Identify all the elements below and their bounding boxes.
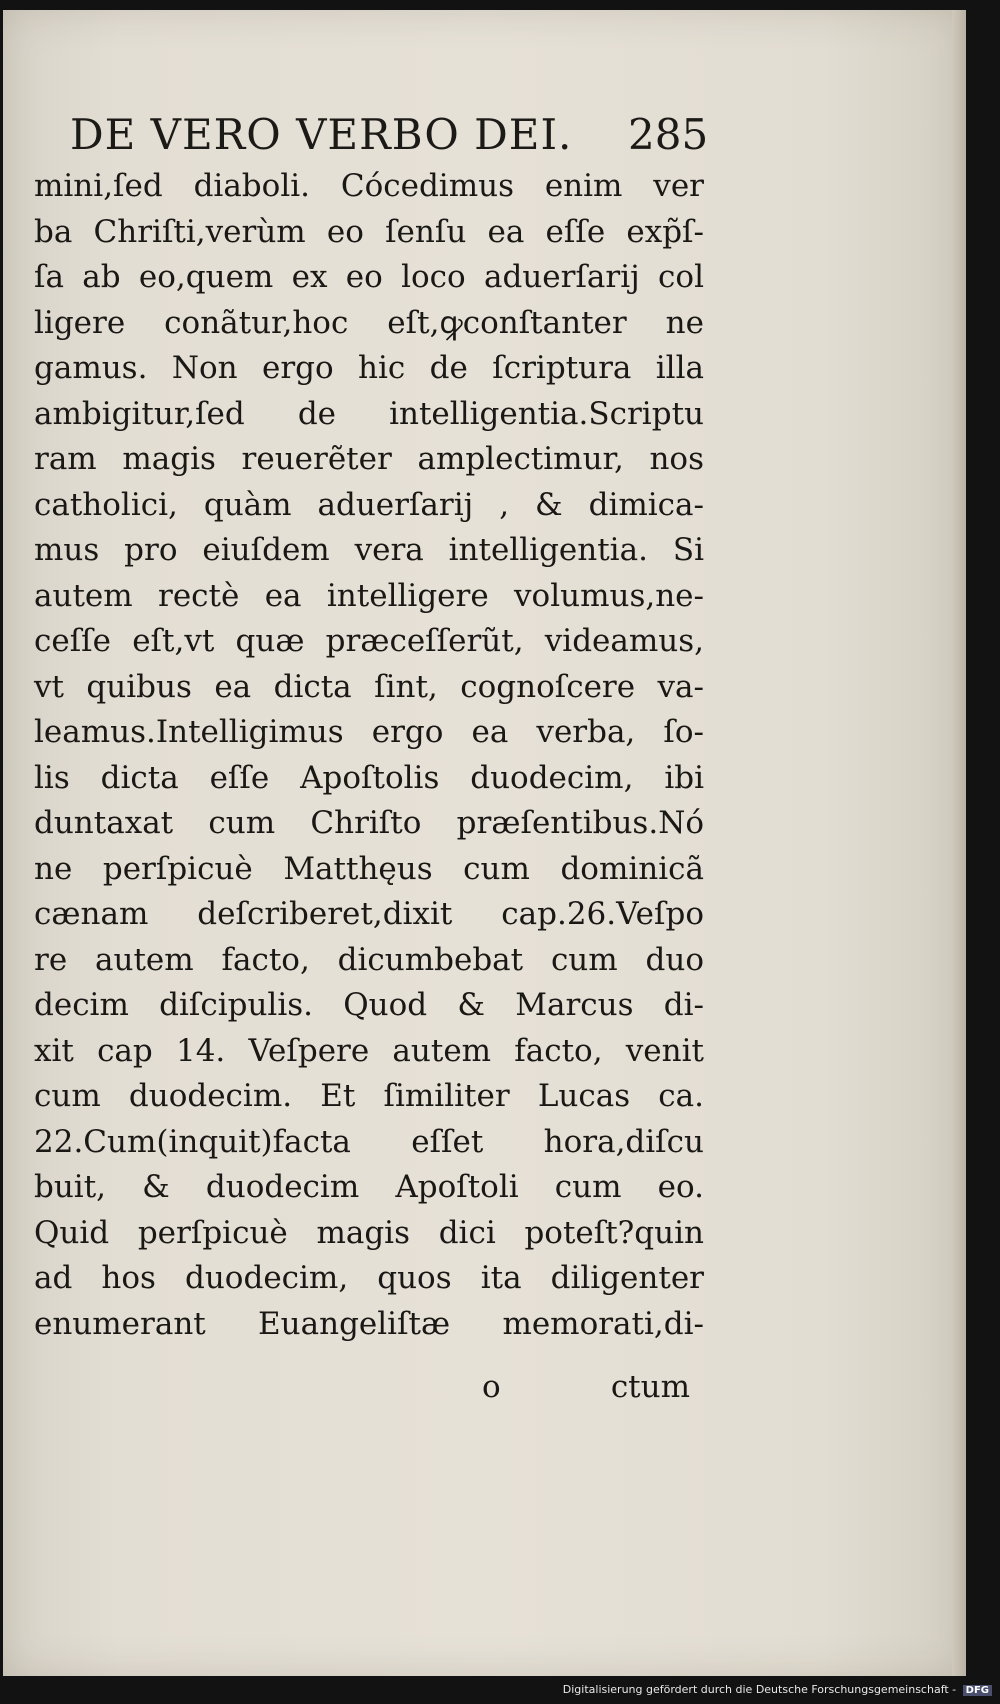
- text-line: vt quibus ea dicta ſint, cognoſcere va-: [34, 668, 704, 705]
- text-line: duntaxat cum Chriſto præſentibus.Nó: [34, 805, 704, 841]
- text-line: ambigitur,ſed de intelligentia.Scriptu: [34, 395, 704, 432]
- page-number: 285: [628, 110, 709, 159]
- text-line: enumerant Euangeliſtæ memorati,di-: [34, 1305, 704, 1342]
- text-line: cænam deſcriberet,dixit cap.26.Veſpo: [34, 896, 704, 932]
- text-line: decim diſcipulis. Quod & Marcus di-: [34, 987, 704, 1023]
- catchword: ctum: [610, 1369, 690, 1405]
- credit-text: Digitalisierung gefördert durch die Deutsche Forschungsgemeinschaft -: [562, 1683, 957, 1696]
- text-line: ligere conãtur,hoc eſt,ꝙconſtanter ne: [34, 304, 704, 341]
- text-line: autem rectè ea intelligere volumus,ne-: [34, 577, 704, 614]
- text-line: lis dicta eſſe Apoſtolis duodecim, ibi: [34, 759, 704, 796]
- page-header: [70, 110, 709, 170]
- text-line: ne perſpicuè Matthęus cum dominicã: [34, 850, 704, 887]
- text-line: ram magis reuerẽter amplectimur, nos: [34, 441, 704, 477]
- text-line: ſa ab eo,quem ex eo loco aduerſarij col: [34, 259, 704, 295]
- text-line: 22.Cum(inquit)facta eſſet hora,diſcu: [34, 1123, 704, 1160]
- dfg-logo: DFG: [963, 1685, 992, 1696]
- text-line: mus pro eiuſdem vera intelligentia. Si: [34, 532, 704, 568]
- page-footer: [65, 1369, 690, 1414]
- text-line: leamus.Intelligimus ergo ea verba, ſo-: [34, 714, 704, 750]
- page-edge: [952, 10, 966, 1676]
- text-line: gamus. Non ergo hic de ſcriptura illa: [34, 350, 704, 386]
- text-line: ceſſe eſt,vt quæ præceſſerũt, videamus,: [34, 623, 704, 659]
- text-line: re autem facto, dicumbebat cum duo: [34, 941, 704, 978]
- text-line: xit cap 14. Veſpere autem facto, venit: [34, 1032, 704, 1069]
- text-line: cum duodecim. Et ſimiliter Lucas ca.: [34, 1078, 704, 1114]
- text-line: Quid perſpicuè magis dici poteſt?quin: [34, 1214, 704, 1251]
- text-line: catholici, quàm aduerſarij , & dimica-: [34, 486, 704, 523]
- signature-mark: o: [482, 1369, 501, 1405]
- text-line: ba Chriſti,verùm eo ſenſu ea eſſe exp̃ſ-: [34, 213, 704, 250]
- running-head: DE VERO VERBO DEI.: [70, 110, 573, 159]
- text-line: mini,ſed diaboli. Cócedimus enim ver: [34, 168, 704, 204]
- text-line: buit, & duodecim Apoſtoli cum eo.: [34, 1169, 704, 1205]
- text-line: ad hos duodecim, quos ita diligenter: [34, 1260, 704, 1296]
- digitization-credit: [563, 1683, 992, 1696]
- body-text: [34, 164, 704, 1347]
